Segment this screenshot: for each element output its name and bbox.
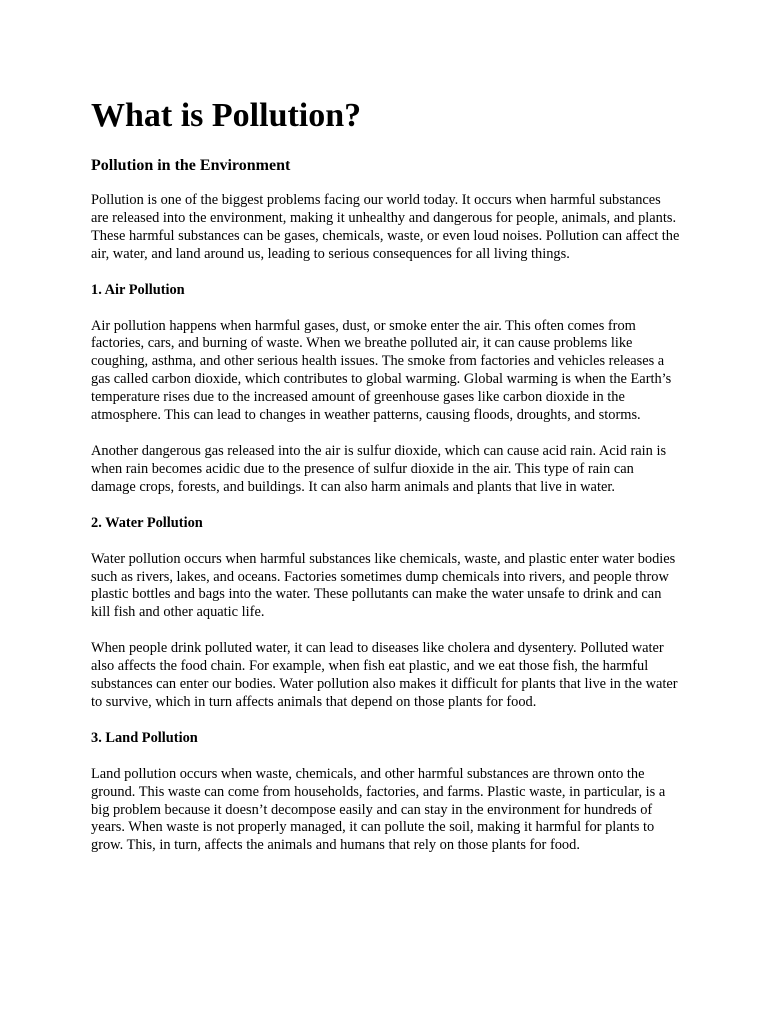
- air-pollution-paragraph-2: Another dangerous gas released into the air is sulfur dioxide, which can cause acid rain. Acid rain is when rain becomes acidic due to the presence of sulfur dioxide in the air. This type of rain can damage crops, forests, and buildings. It can also harm animals and plants that live in water.: [91, 442, 667, 495]
- section-land-pollution: [91, 730, 681, 855]
- section-heading-air-pollution: 1. Air Pollution: [91, 281, 185, 298]
- section-air-pollution: [91, 282, 681, 497]
- page-title: What is Pollution?: [91, 97, 362, 134]
- land-pollution-paragraph-1: Land pollution occurs when waste, chemicals, and other harmful substances are thrown onto the ground. This waste can come from households, factories, and farms. Plastic waste, in particular, is a big problem because it doesn’t decompose easily and can stay in the environment for hundreds of years. When waste is not properly managed, it can pollute the soil, making it harmful for plants to grow. This, in turn, affects the animals and humans that rely on those plants for food.: [91, 765, 666, 854]
- section-water-pollution: [91, 515, 681, 712]
- section-heading-water-pollution: 2. Water Pollution: [91, 514, 203, 531]
- air-pollution-paragraph-1: Air pollution happens when harmful gases, dust, or smoke enter the air. This often comes from factories, cars, and burning of waste. When we breathe polluted air, it can cause problems like coughing, asthma, and other serious health issues. The smoke from factories and vehicles releases a gas called carbon dioxide, which contributes to global warming. Global warming is when the Earth’s temperature rises due to the increased amount of greenhouse gases like carbon dioxide in the atmosphere. This can lead to changes in weather patterns, causing floods, droughts, and storms.: [91, 317, 672, 424]
- water-pollution-paragraph-2: When people drink polluted water, it can lead to diseases like cholera and dysentery. Polluted water also affects the food chain. For example, when fish eat plastic, and we eat those fish, the harmful substances can enter our bodies. Water pollution also makes it difficult for plants that live in the water to survive, which in turn affects animals that depend on those plants for food.: [91, 640, 678, 710]
- document-page: [91, 96, 681, 873]
- intro-paragraph: Pollution is one of the biggest problems facing our world today. It occurs when harmful substances are released into the environment, making it unhealthy and dangerous for people, animals, and plants. These harmful substances can be gases, chemicals, waste, or even loud noises. Pollution can affect the air, water, and land around us, leading to serious consequences for all living things.: [91, 192, 680, 262]
- page-subtitle: Pollution in the Environment: [91, 157, 291, 174]
- section-heading-land-pollution: 3. Land Pollution: [91, 729, 198, 746]
- water-pollution-paragraph-1: Water pollution occurs when harmful substances like chemicals, waste, and plastic enter water bodies such as rivers, lakes, and oceans. Factories sometimes dump chemicals into rivers, and people throw plastic bottles and bags into the water. These pollutants can make the water unsafe to drink and can kill fish and other aquatic life.: [91, 550, 676, 621]
